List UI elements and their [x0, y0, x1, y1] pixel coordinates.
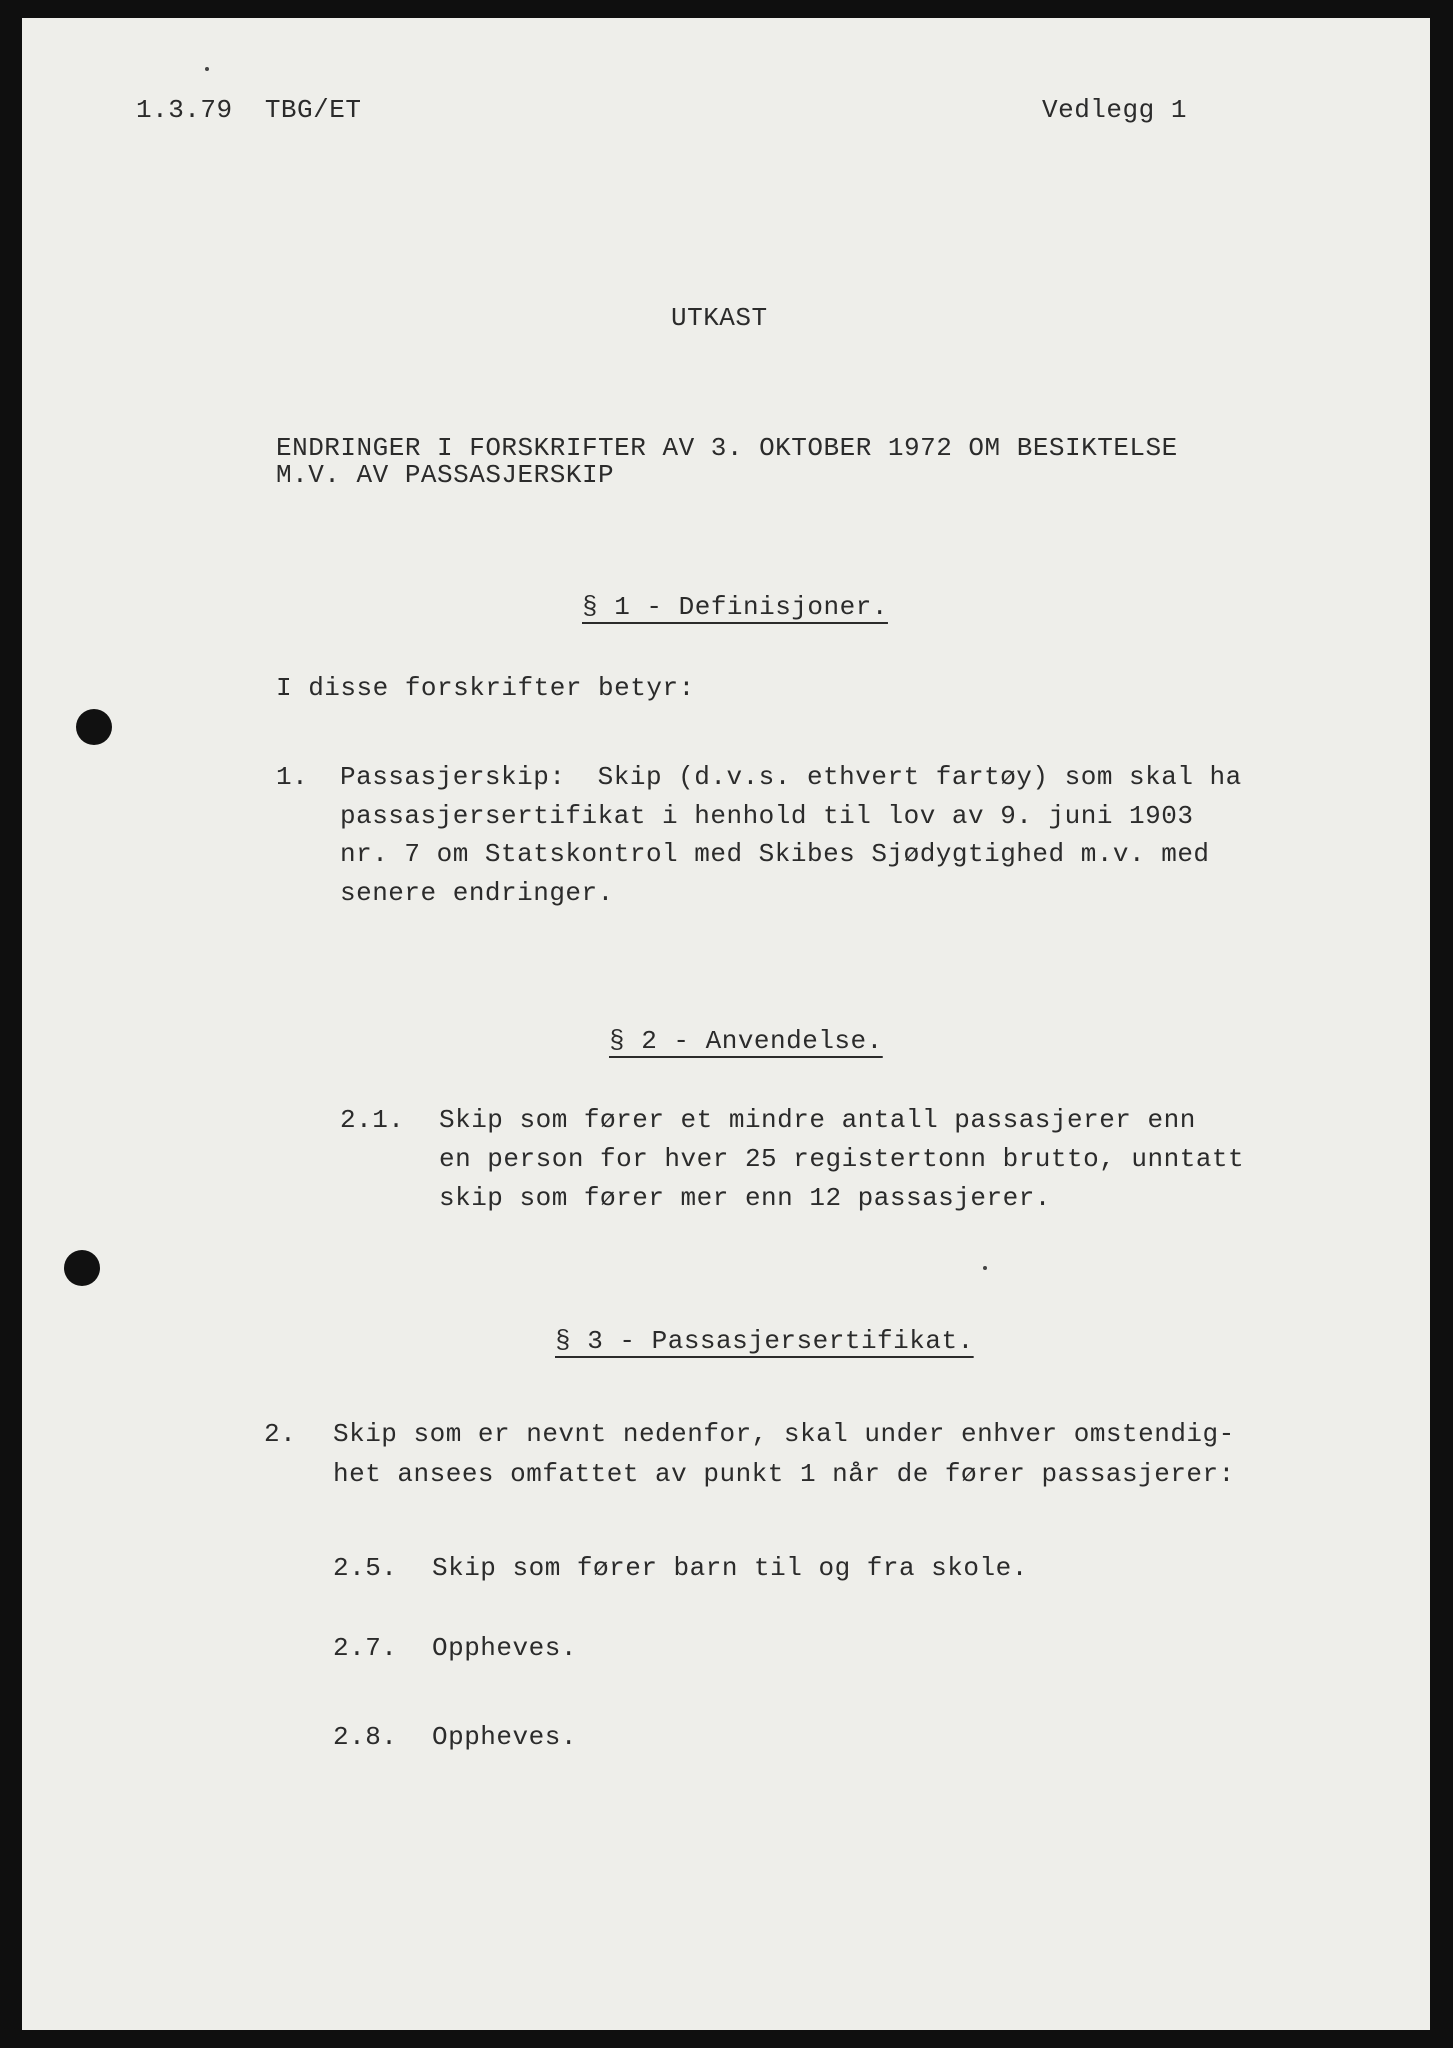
paper-speck — [983, 1266, 987, 1270]
section-1-item-line: senere endringer. — [340, 878, 614, 908]
paper-speck — [205, 67, 209, 71]
section-2-item-line: Skip som fører et mindre antall passasjerer enn — [439, 1105, 1196, 1135]
punch-hole-bottom — [64, 1250, 100, 1286]
section-1-item-line: passasjersertifikat i henhold til lov av 9. juni 1903 — [340, 801, 1194, 831]
section-3-item-number: 2. — [264, 1419, 297, 1449]
document-page — [22, 18, 1430, 2030]
section-3-subitem-number: 2.8. — [333, 1722, 398, 1752]
document-title-line-1: ENDRINGER I FORSKRIFTER AV 3. OKTOBER 1972 OM BESIKTELSE — [276, 433, 1178, 463]
section-3-item-line: Skip som er nevnt nedenfor, skal under enhver omstendig- — [333, 1419, 1235, 1449]
header-date-ref: 1.3.79 TBG/ET — [136, 95, 362, 125]
header-attachment: Vedlegg 1 — [1042, 95, 1187, 125]
section-3-subitem-text: Oppheves. — [432, 1722, 577, 1752]
section-3-subitem-number: 2.5. — [333, 1553, 398, 1583]
section-2-heading: § 2 - Anvendelse. — [609, 1026, 883, 1056]
section-1-heading: § 1 - Definisjoner. — [582, 592, 888, 622]
section-3-subitem-text: Oppheves. — [432, 1633, 577, 1663]
document-title-line-2: M.V. AV PASSASJERSKIP — [276, 460, 615, 490]
section-1-intro: I disse forskrifter betyr: — [276, 673, 695, 703]
punch-hole-top — [76, 709, 112, 745]
section-2-item-number: 2.1. — [340, 1105, 405, 1135]
section-3-subitem-text: Skip som fører barn til og fra skole. — [432, 1553, 1028, 1583]
section-3-heading: § 3 - Passasjersertifikat. — [555, 1326, 974, 1356]
section-1-item-line: nr. 7 om Statskontrol med Skibes Sjødygtighed m.v. med — [340, 839, 1210, 869]
section-2-item-line: skip som fører mer enn 12 passasjerer. — [439, 1183, 1051, 1213]
section-1-item-number: 1. — [276, 762, 309, 792]
section-3-subitem-number: 2.7. — [333, 1633, 398, 1663]
section-2-item-line: en person for hver 25 registertonn brutto, unntatt — [439, 1144, 1245, 1174]
draft-label: UTKAST — [671, 303, 768, 333]
section-1-item-line: Passasjerskip: Skip (d.v.s. ethvert fartøy) som skal ha — [340, 762, 1242, 792]
section-3-item-line: het ansees omfattet av punkt 1 når de fører passasjerer: — [333, 1459, 1235, 1489]
